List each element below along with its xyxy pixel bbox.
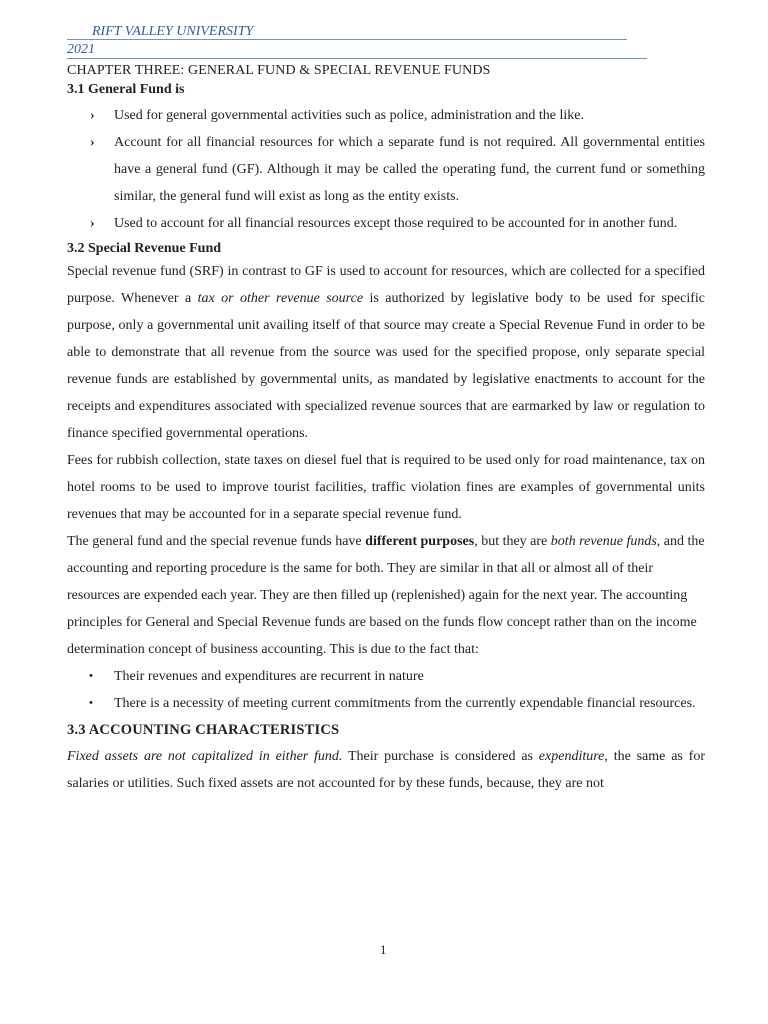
chevron-right-icon: › [90,135,95,150]
list-item: › Used for general governmental activities such as police, administration and the like. [67,102,705,129]
paragraph-srf-examples: Fees for rubbish collection, state taxes on diesel fuel that is required to be used only for road maintenance, tax on hotel rooms to be used to improve tourist facilities, traffic violation fines are examples of governmental units revenues that may be accounted for in a separate special revenue fund. [67,453,705,522]
section-heading-3-2: 3.2 Special Revenue Fund [67,241,222,256]
bullet-dot-icon: • [89,697,93,709]
document-body [67,61,705,797]
list-item: • There is a necessity of meeting current commitments from the currently expendable financial resources. [67,690,705,717]
list-item: › Account for all financial resources for which a separate fund is not required. All governmental entities have a general fund (GF). Although it may be called the operating fund, the current fund or something similar, the general fund will exist as long as the entity exists. [67,129,705,210]
chapter-title: CHAPTER THREE: GENERAL FUND & SPECIAL REVENUE FUNDS [67,63,491,78]
section-heading-3-3: 3.3 ACCOUNTING CHARACTERISTICS [67,722,340,738]
page-number: 1 [380,942,387,957]
header-university: RIFT VALLEY UNIVERSITY [92,24,254,39]
paragraph-fund-comparison: The general fund and the special revenue funds have different purposes, but they are both revenue funds, and the accounting and reporting procedure is the same for both. They are similar in that all or almost all of their resources are expended each year. They are then filled up (replenished) again for the next year. The accounting principles for General and Special Revenue funds are based on the funds flow concept rather than on the income determination concept of business accounting. This is due to the fact that: [67,534,705,657]
chevron-right-icon: › [90,216,95,231]
header-rule-1 [67,39,627,40]
list-item: › Used to account for all financial resources except those required to be accounted for in another fund. [67,210,705,237]
header-rule-2 [67,58,647,59]
section-heading-3-1: 3.1 General Fund is [67,82,185,97]
chevron-right-icon: › [90,108,95,123]
bullet-dot-icon: • [89,670,93,682]
paragraph-srf-definition: Special revenue fund (SRF) in contrast to GF is used to account for resources, which are collected for a specified purpose. Whenever a tax or other revenue source is authorized by legislative body to be used for specific purpose, only a governmental unit availing itself of that source may create a Special Revenue Fund in order to be able to demonstrate that all revenue from the source was used for the specified propose, only separate special revenue funds are established by governmental units, as mandated by legislative enactments to account for the receipts and expenditures associated with specialized revenue sources that are earmarked by law or regulation to finance specified governmental operations. [67,264,705,441]
reasons-list [67,663,705,717]
paragraph-accounting-characteristics: Fixed assets are not capitalized in either fund. Their purchase is considered as expenditure, the same as for salaries or utilities. Such fixed assets are not accounted for by these funds, because, they are not [67,749,705,791]
header-year: 2021 [67,42,95,57]
general-fund-list [67,102,705,237]
list-item: • Their revenues and expenditures are recurrent in nature [67,663,705,690]
